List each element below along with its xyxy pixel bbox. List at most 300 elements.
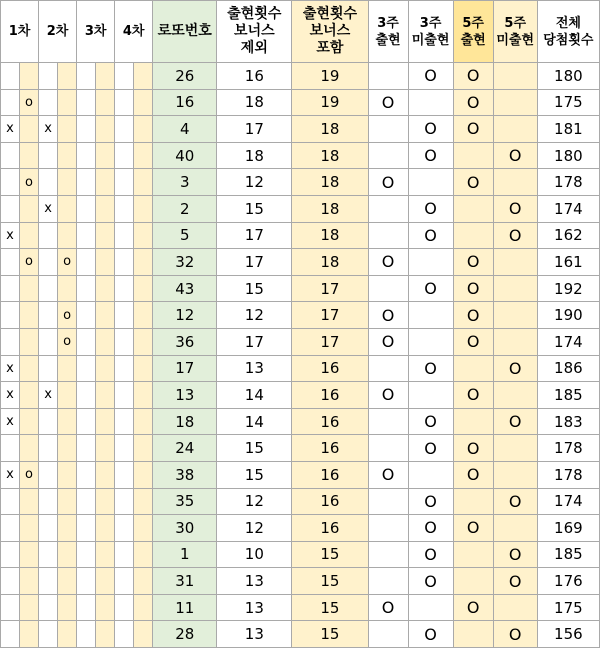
round3-cell-b: [96, 275, 115, 302]
5w-not-appear-cell: [493, 169, 537, 196]
header-round4: 4차: [115, 1, 153, 63]
3w-appear-cell: [368, 488, 408, 515]
round4-cell-b: [134, 461, 153, 488]
5w-not-appear-cell: O: [493, 541, 537, 568]
table-row: [1, 488, 600, 515]
round1-cell-b: [20, 515, 39, 542]
5w-not-appear-cell: O: [493, 568, 537, 595]
3w-appear-cell: [368, 408, 408, 435]
round1-cell-a: x: [1, 355, 20, 382]
round3-cell-a: [77, 328, 96, 355]
total-wins-cell: 175: [537, 594, 599, 621]
3w-not-appear-cell: [408, 461, 453, 488]
round4-cell-b: [134, 169, 153, 196]
table-row: [1, 195, 600, 222]
round4-cell-a: [115, 541, 134, 568]
count-incl-bonus-cell: 15: [292, 594, 368, 621]
round2-cell-b: [58, 382, 77, 409]
round4-cell-a: [115, 89, 134, 116]
round4-cell-a: [115, 169, 134, 196]
5w-not-appear-cell: O: [493, 195, 537, 222]
round1-cell-a: [1, 195, 20, 222]
round1-cell-a: [1, 302, 20, 329]
round3-cell-a: [77, 408, 96, 435]
round4-cell-b: [134, 515, 153, 542]
3w-not-appear-cell: [408, 249, 453, 276]
5w-not-appear-cell: [493, 249, 537, 276]
5w-not-appear-cell: O: [493, 142, 537, 169]
round4-cell-a: [115, 63, 134, 90]
header-3w-appear: [368, 1, 408, 63]
5w-appear-cell: [453, 488, 493, 515]
3w-not-appear-cell: O: [408, 195, 453, 222]
5w-appear-cell: O: [453, 328, 493, 355]
round2-cell-b: [58, 169, 77, 196]
round3-cell-a: [77, 355, 96, 382]
5w-appear-cell: O: [453, 169, 493, 196]
round4-cell-b: [134, 63, 153, 90]
round4-cell-a: [115, 275, 134, 302]
table-row: [1, 142, 600, 169]
table-row: [1, 89, 600, 116]
round4-cell-a: [115, 249, 134, 276]
round3-cell-a: [77, 461, 96, 488]
round3-cell-a: [77, 195, 96, 222]
count-excl-bonus-cell: 10: [217, 541, 292, 568]
round4-cell-b: [134, 594, 153, 621]
5w-not-appear-cell: O: [493, 408, 537, 435]
round2-cell-a: [39, 249, 58, 276]
total-wins-cell: 190: [537, 302, 599, 329]
round1-cell-b: [20, 621, 39, 648]
round1-cell-b: o: [20, 249, 39, 276]
round2-cell-a: [39, 515, 58, 542]
round4-cell-a: [115, 355, 134, 382]
lotto-number-cell: 35: [153, 488, 217, 515]
round3-cell-a: [77, 142, 96, 169]
round1-cell-b: [20, 541, 39, 568]
round3-cell-b: [96, 169, 115, 196]
5w-appear-cell: O: [453, 275, 493, 302]
header-line: 제외: [240, 40, 268, 56]
header-line: 출현횟수: [302, 6, 357, 22]
round4-cell-a: [115, 461, 134, 488]
count-incl-bonus-cell: 16: [292, 408, 368, 435]
round4-cell-b: [134, 116, 153, 143]
round2-cell-a: [39, 594, 58, 621]
round3-cell-a: [77, 515, 96, 542]
count-excl-bonus-cell: 17: [217, 222, 292, 249]
table-row: [1, 515, 600, 542]
round1-cell-a: [1, 515, 20, 542]
round4-cell-a: [115, 515, 134, 542]
3w-appear-cell: O: [368, 302, 408, 329]
total-wins-cell: 169: [537, 515, 599, 542]
5w-appear-cell: [453, 222, 493, 249]
round2-cell-b: [58, 116, 77, 143]
round1-cell-a: [1, 249, 20, 276]
round1-cell-a: [1, 142, 20, 169]
round4-cell-a: [115, 302, 134, 329]
round3-cell-b: [96, 116, 115, 143]
round2-cell-a: [39, 568, 58, 595]
3w-not-appear-cell: [408, 328, 453, 355]
round2-cell-b: [58, 461, 77, 488]
round3-cell-a: [77, 63, 96, 90]
count-excl-bonus-cell: 12: [217, 302, 292, 329]
header-round2: 2차: [39, 1, 77, 63]
table-row: [1, 541, 600, 568]
lotto-number-cell: 2: [153, 195, 217, 222]
round4-cell-a: [115, 328, 134, 355]
round4-cell-a: [115, 488, 134, 515]
3w-appear-cell: [368, 275, 408, 302]
round4-cell-a: [115, 594, 134, 621]
total-wins-cell: 180: [537, 142, 599, 169]
round2-cell-b: o: [58, 249, 77, 276]
round2-cell-a: [39, 142, 58, 169]
round2-cell-b: [58, 594, 77, 621]
table-row: [1, 116, 600, 143]
lotto-number-cell: 36: [153, 328, 217, 355]
table-row: [1, 382, 600, 409]
round3-cell-b: [96, 461, 115, 488]
header-count-incl-bonus: [292, 1, 368, 63]
round3-cell-a: [77, 621, 96, 648]
3w-appear-cell: [368, 435, 408, 462]
round1-cell-b: [20, 195, 39, 222]
round1-cell-b: [20, 142, 39, 169]
round2-cell-b: [58, 355, 77, 382]
round2-cell-b: o: [58, 328, 77, 355]
round1-cell-b: [20, 382, 39, 409]
round2-cell-a: [39, 328, 58, 355]
count-incl-bonus-cell: 16: [292, 515, 368, 542]
round2-cell-b: o: [58, 302, 77, 329]
round4-cell-a: [115, 408, 134, 435]
count-incl-bonus-cell: 18: [292, 169, 368, 196]
round3-cell-b: [96, 621, 115, 648]
header-line: 미출현: [496, 32, 535, 48]
5w-appear-cell: O: [453, 461, 493, 488]
round3-cell-b: [96, 355, 115, 382]
total-wins-cell: 176: [537, 568, 599, 595]
round2-cell-b: [58, 195, 77, 222]
total-wins-cell: 192: [537, 275, 599, 302]
round3-cell-a: [77, 89, 96, 116]
header-line: 3주: [419, 15, 442, 31]
round2-cell-b: [58, 275, 77, 302]
round1-cell-b: [20, 488, 39, 515]
total-wins-cell: 181: [537, 116, 599, 143]
total-wins-cell: 174: [537, 328, 599, 355]
round2-cell-b: [58, 488, 77, 515]
round2-cell-b: [58, 63, 77, 90]
header-line: 당첨횟수: [543, 32, 594, 48]
count-incl-bonus-cell: 17: [292, 302, 368, 329]
count-incl-bonus-cell: 19: [292, 63, 368, 90]
lotto-number-cell: 11: [153, 594, 217, 621]
3w-not-appear-cell: O: [408, 435, 453, 462]
3w-appear-cell: O: [368, 89, 408, 116]
count-excl-bonus-cell: 15: [217, 195, 292, 222]
3w-not-appear-cell: [408, 89, 453, 116]
total-wins-cell: 178: [537, 461, 599, 488]
3w-not-appear-cell: O: [408, 116, 453, 143]
header-line: 출현: [460, 32, 486, 48]
count-incl-bonus-cell: 15: [292, 621, 368, 648]
3w-appear-cell: [368, 222, 408, 249]
5w-appear-cell: O: [453, 382, 493, 409]
round4-cell-b: [134, 435, 153, 462]
5w-not-appear-cell: O: [493, 355, 537, 382]
table-row: [1, 249, 600, 276]
header-line: 보너스: [309, 23, 351, 39]
round3-cell-b: [96, 142, 115, 169]
round2-cell-a: [39, 488, 58, 515]
round4-cell-b: [134, 408, 153, 435]
round1-cell-b: [20, 328, 39, 355]
table-row: [1, 594, 600, 621]
round1-cell-a: x: [1, 382, 20, 409]
round2-cell-a: [39, 355, 58, 382]
round2-cell-a: [39, 222, 58, 249]
table-row: [1, 408, 600, 435]
round2-cell-b: [58, 89, 77, 116]
3w-not-appear-cell: [408, 169, 453, 196]
table-body: [1, 63, 600, 648]
round4-cell-b: [134, 621, 153, 648]
5w-appear-cell: [453, 541, 493, 568]
round2-cell-a: x: [39, 195, 58, 222]
header-row: [1, 1, 600, 63]
header-round3: 3차: [77, 1, 115, 63]
round2-cell-a: x: [39, 382, 58, 409]
5w-not-appear-cell: [493, 116, 537, 143]
lotto-number-cell: 38: [153, 461, 217, 488]
table-row: [1, 169, 600, 196]
round3-cell-a: [77, 382, 96, 409]
3w-not-appear-cell: O: [408, 275, 453, 302]
5w-appear-cell: [453, 408, 493, 435]
round1-cell-a: [1, 568, 20, 595]
count-excl-bonus-cell: 13: [217, 594, 292, 621]
round4-cell-a: [115, 142, 134, 169]
5w-not-appear-cell: [493, 89, 537, 116]
round1-cell-b: o: [20, 169, 39, 196]
round2-cell-a: [39, 435, 58, 462]
round3-cell-a: [77, 116, 96, 143]
total-wins-cell: 186: [537, 355, 599, 382]
header-total-wins: [537, 1, 599, 63]
lotto-number-cell: 24: [153, 435, 217, 462]
count-excl-bonus-cell: 13: [217, 621, 292, 648]
round3-cell-b: [96, 435, 115, 462]
round3-cell-a: [77, 302, 96, 329]
round1-cell-a: [1, 328, 20, 355]
header-line: 보너스: [234, 23, 275, 39]
3w-not-appear-cell: O: [408, 568, 453, 595]
round4-cell-b: [134, 222, 153, 249]
round3-cell-a: [77, 594, 96, 621]
5w-appear-cell: O: [453, 302, 493, 329]
total-wins-cell: 183: [537, 408, 599, 435]
round2-cell-b: [58, 568, 77, 595]
5w-appear-cell: O: [453, 116, 493, 143]
lotto-number-cell: 17: [153, 355, 217, 382]
count-excl-bonus-cell: 17: [217, 116, 292, 143]
round3-cell-b: [96, 594, 115, 621]
round2-cell-a: [39, 275, 58, 302]
count-incl-bonus-cell: 17: [292, 275, 368, 302]
table-row: [1, 435, 600, 462]
count-incl-bonus-cell: 18: [292, 142, 368, 169]
round3-cell-a: [77, 169, 96, 196]
round2-cell-b: [58, 541, 77, 568]
round1-cell-b: [20, 302, 39, 329]
5w-appear-cell: O: [453, 435, 493, 462]
lotto-number-cell: 12: [153, 302, 217, 329]
round3-cell-a: [77, 222, 96, 249]
3w-appear-cell: O: [368, 328, 408, 355]
header-lotto-number: 로또번호: [153, 1, 217, 63]
round2-cell-a: [39, 461, 58, 488]
count-excl-bonus-cell: 18: [217, 89, 292, 116]
round3-cell-b: [96, 515, 115, 542]
table-row: [1, 568, 600, 595]
round4-cell-b: [134, 568, 153, 595]
count-incl-bonus-cell: 16: [292, 355, 368, 382]
round4-cell-b: [134, 302, 153, 329]
count-incl-bonus-cell: 18: [292, 195, 368, 222]
count-excl-bonus-cell: 15: [217, 435, 292, 462]
total-wins-cell: 185: [537, 382, 599, 409]
count-excl-bonus-cell: 17: [217, 249, 292, 276]
round4-cell-b: [134, 382, 153, 409]
round4-cell-b: [134, 142, 153, 169]
round3-cell-b: [96, 249, 115, 276]
round1-cell-a: [1, 169, 20, 196]
count-excl-bonus-cell: 13: [217, 355, 292, 382]
3w-appear-cell: O: [368, 249, 408, 276]
round1-cell-b: [20, 435, 39, 462]
lotto-number-cell: 4: [153, 116, 217, 143]
round4-cell-a: [115, 621, 134, 648]
header-count-excl-bonus: [217, 1, 292, 63]
round3-cell-b: [96, 302, 115, 329]
round1-cell-a: [1, 488, 20, 515]
header-round1: 1차: [1, 1, 39, 63]
round3-cell-a: [77, 568, 96, 595]
3w-appear-cell: [368, 355, 408, 382]
round4-cell-a: [115, 435, 134, 462]
3w-appear-cell: [368, 541, 408, 568]
lotto-number-cell: 40: [153, 142, 217, 169]
round1-cell-a: x: [1, 222, 20, 249]
5w-appear-cell: [453, 568, 493, 595]
round1-cell-b: o: [20, 461, 39, 488]
5w-not-appear-cell: [493, 594, 537, 621]
round1-cell-b: [20, 63, 39, 90]
round3-cell-a: [77, 541, 96, 568]
round1-cell-a: [1, 594, 20, 621]
5w-appear-cell: O: [453, 249, 493, 276]
5w-not-appear-cell: [493, 382, 537, 409]
header-3w-not-appear: [408, 1, 453, 63]
round2-cell-a: [39, 408, 58, 435]
lotto-number-cell: 26: [153, 63, 217, 90]
round1-cell-a: [1, 63, 20, 90]
table-row: [1, 222, 600, 249]
lotto-number-cell: 31: [153, 568, 217, 595]
table-row: [1, 355, 600, 382]
5w-not-appear-cell: [493, 275, 537, 302]
table-row: [1, 63, 600, 90]
round1-cell-b: [20, 355, 39, 382]
round1-cell-b: [20, 222, 39, 249]
3w-appear-cell: [368, 515, 408, 542]
round3-cell-b: [96, 541, 115, 568]
table-row: [1, 302, 600, 329]
3w-appear-cell: O: [368, 594, 408, 621]
5w-appear-cell: O: [453, 89, 493, 116]
count-incl-bonus-cell: 15: [292, 568, 368, 595]
round2-cell-b: [58, 408, 77, 435]
5w-not-appear-cell: [493, 461, 537, 488]
3w-appear-cell: [368, 621, 408, 648]
3w-not-appear-cell: O: [408, 142, 453, 169]
5w-appear-cell: O: [453, 515, 493, 542]
round1-cell-b: [20, 408, 39, 435]
round3-cell-a: [77, 249, 96, 276]
total-wins-cell: 178: [537, 169, 599, 196]
round3-cell-a: [77, 488, 96, 515]
3w-appear-cell: O: [368, 169, 408, 196]
3w-not-appear-cell: [408, 302, 453, 329]
round1-cell-a: x: [1, 408, 20, 435]
count-excl-bonus-cell: 16: [217, 63, 292, 90]
lotto-number-cell: 5: [153, 222, 217, 249]
round1-cell-b: [20, 116, 39, 143]
round4-cell-b: [134, 355, 153, 382]
round4-cell-a: [115, 382, 134, 409]
header-line: 포함: [316, 40, 344, 56]
count-incl-bonus-cell: 18: [292, 249, 368, 276]
table-row: [1, 275, 600, 302]
round1-cell-a: x: [1, 116, 20, 143]
round3-cell-b: [96, 328, 115, 355]
round2-cell-b: [58, 621, 77, 648]
3w-not-appear-cell: O: [408, 488, 453, 515]
round3-cell-b: [96, 63, 115, 90]
round1-cell-b: [20, 275, 39, 302]
round3-cell-b: [96, 195, 115, 222]
5w-not-appear-cell: [493, 302, 537, 329]
round2-cell-b: [58, 142, 77, 169]
lotto-number-cell: 18: [153, 408, 217, 435]
total-wins-cell: 156: [537, 621, 599, 648]
3w-appear-cell: [368, 568, 408, 595]
count-excl-bonus-cell: 12: [217, 488, 292, 515]
round3-cell-b: [96, 89, 115, 116]
count-incl-bonus-cell: 15: [292, 541, 368, 568]
5w-not-appear-cell: [493, 63, 537, 90]
round4-cell-a: [115, 195, 134, 222]
header-5w-not-appear: [493, 1, 537, 63]
total-wins-cell: 185: [537, 541, 599, 568]
count-excl-bonus-cell: 15: [217, 461, 292, 488]
header-line: 출현: [375, 32, 401, 48]
